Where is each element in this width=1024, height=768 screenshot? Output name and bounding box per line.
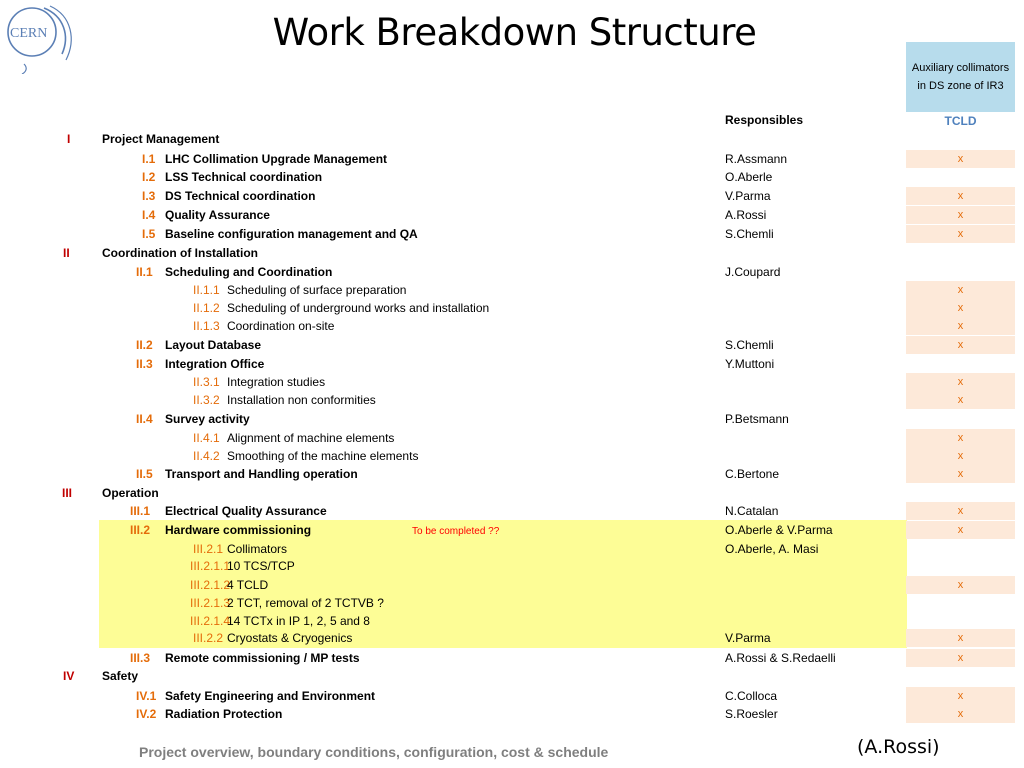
table-row — [0, 557, 1024, 575]
row-mark: x — [906, 187, 1015, 205]
table-row — [0, 447, 1024, 465]
row-mark: x — [906, 225, 1015, 243]
row-responsible: S.Roesler — [725, 707, 778, 721]
row-responsible: V.Parma — [725, 631, 771, 645]
table-row — [0, 317, 1024, 335]
aux-column-header: Auxiliary collimators in DS zone of IR3 — [906, 42, 1015, 112]
row-responsible: A.Rossi & S.Redaelli — [725, 651, 836, 665]
row-responsible: O.Aberle, A. Masi — [725, 542, 819, 556]
table-row — [0, 667, 1024, 685]
row-responsible: P.Betsmann — [725, 412, 789, 426]
row-mark: x — [906, 281, 1015, 299]
row-description: Coordination on-site — [227, 319, 335, 333]
table-row — [0, 540, 1024, 558]
row-description: Smoothing of the machine elements — [227, 449, 419, 463]
row-code: I.2 — [142, 170, 156, 184]
footer-text: Project overview, boundary conditions, configuration, cost & schedule — [139, 744, 609, 760]
table-row — [0, 373, 1024, 391]
table-row — [0, 244, 1024, 262]
row-description: DS Technical coordination — [165, 189, 316, 203]
row-description: Cryostats & Cryogenics — [227, 631, 353, 645]
row-description: Scheduling and Coordination — [165, 265, 333, 279]
row-description: Survey activity — [165, 412, 250, 426]
row-code: II.1.1 — [193, 283, 220, 297]
row-description: Layout Database — [165, 338, 262, 352]
row-description: LSS Technical coordination — [165, 170, 323, 184]
row-mark: x — [906, 150, 1015, 168]
row-description: Scheduling of surface preparation — [227, 283, 407, 297]
row-description: Remote commissioning / MP tests — [165, 651, 360, 665]
table-row — [0, 502, 1024, 520]
row-responsible: C.Colloca — [725, 689, 778, 703]
row-description: Scheduling of underground works and installation — [227, 301, 490, 315]
row-description: Integration Office — [165, 357, 265, 371]
row-description: LHC Collimation Upgrade Management — [165, 152, 388, 166]
row-code: III.2.2 — [193, 631, 224, 645]
row-responsible: Y.Muttoni — [725, 357, 775, 371]
row-code: III.1 — [130, 504, 151, 518]
table-row — [0, 649, 1024, 667]
row-code: II.3 — [136, 357, 153, 371]
row-mark: x — [906, 649, 1015, 667]
table-row — [0, 465, 1024, 483]
responsibles-header: Responsibles — [725, 113, 804, 127]
row-code: I.1 — [142, 152, 156, 166]
tcld-column-header: TCLD — [944, 114, 977, 128]
row-mark: x — [906, 629, 1015, 647]
table-row — [0, 206, 1024, 224]
row-mark: x — [906, 447, 1015, 465]
row-responsible: O.Aberle — [725, 170, 773, 184]
row-description: Safety Engineering and Environment — [165, 689, 376, 703]
table-row — [0, 629, 1024, 647]
row-responsible: J.Coupard — [725, 265, 781, 279]
row-mark: x — [906, 521, 1015, 539]
logo-text: CERN — [10, 26, 48, 41]
table-row — [0, 225, 1024, 243]
row-description: 2 TCT, removal of 2 TCTVB ? — [227, 596, 384, 610]
table-row — [0, 187, 1024, 205]
row-description: Safety — [102, 669, 139, 683]
row-description: Project Management — [102, 132, 220, 146]
row-code: III.2.1.3 — [190, 596, 231, 610]
row-code: II.4 — [136, 412, 153, 426]
row-responsible: R.Assmann — [725, 152, 788, 166]
row-level: III — [62, 486, 73, 500]
row-mark: x — [906, 373, 1015, 391]
table-row — [0, 429, 1024, 447]
table-row — [0, 687, 1024, 705]
table-row — [0, 336, 1024, 354]
table-row — [0, 168, 1024, 186]
row-description: Hardware commissioning — [165, 523, 312, 537]
row-description: Installation non conformities — [227, 393, 376, 407]
row-description: Integration studies — [227, 375, 326, 389]
row-responsible: C.Bertone — [725, 467, 780, 481]
row-mark: x — [906, 429, 1015, 447]
row-description: Operation — [102, 486, 159, 500]
row-code: III.2.1 — [193, 542, 224, 556]
row-responsible: V.Parma — [725, 189, 771, 203]
row-description: Transport and Handling operation — [165, 467, 358, 481]
row-responsible: N.Catalan — [725, 504, 779, 518]
row-description: 14 TCTx in IP 1, 2, 5 and 8 — [227, 614, 370, 628]
row-code: I.5 — [142, 227, 156, 241]
row-code: II.5 — [136, 467, 153, 481]
row-code: II.1.2 — [193, 301, 220, 315]
row-code: IV.2 — [136, 707, 157, 721]
table-row — [0, 705, 1024, 723]
row-level: I — [67, 132, 71, 146]
row-mark: x — [906, 391, 1015, 409]
table-row — [0, 410, 1024, 428]
row-responsible: S.Chemli — [725, 227, 774, 241]
row-mark: x — [906, 687, 1015, 705]
row-code: II.2 — [136, 338, 153, 352]
row-mark: x — [906, 705, 1015, 723]
row-mark: x — [906, 299, 1015, 317]
row-responsible: S.Chemli — [725, 338, 774, 352]
completion-note: To be completed ?? — [412, 526, 500, 537]
row-description: Collimators — [227, 542, 288, 556]
row-code: I.4 — [142, 208, 156, 222]
row-code: I.3 — [142, 189, 156, 203]
row-level: II — [63, 246, 70, 260]
row-level: IV — [63, 669, 75, 683]
author-credit: (A.Rossi) — [857, 736, 940, 758]
table-row — [0, 299, 1024, 317]
table-row — [0, 130, 1024, 148]
table-row — [0, 391, 1024, 409]
row-mark: x — [906, 576, 1015, 594]
row-code: II.4.1 — [193, 431, 220, 445]
row-responsible: A.Rossi — [725, 208, 767, 222]
row-code: II.3.1 — [193, 375, 220, 389]
row-code: II.4.2 — [193, 449, 220, 463]
row-description: Coordination of Installation — [102, 246, 258, 260]
row-description: Alignment of machine elements — [227, 431, 395, 445]
row-code: IV.1 — [136, 689, 157, 703]
table-row — [0, 484, 1024, 502]
row-description: Baseline configuration management and QA — [165, 227, 418, 241]
table-row — [0, 263, 1024, 281]
row-mark: x — [906, 336, 1015, 354]
row-code: II.1 — [136, 265, 153, 279]
row-responsible: O.Aberle & V.Parma — [725, 523, 833, 537]
table-row — [0, 576, 1024, 594]
row-description: 10 TCS/TCP — [227, 559, 295, 573]
row-code: III.2 — [130, 523, 151, 537]
row-mark: x — [906, 465, 1015, 483]
table-row — [0, 281, 1024, 299]
row-description: 4 TCLD — [227, 578, 269, 592]
table-row — [0, 355, 1024, 373]
row-mark: x — [906, 206, 1015, 224]
row-code: III.3 — [130, 651, 151, 665]
table-row — [0, 612, 1024, 630]
row-mark: x — [906, 317, 1015, 335]
table-row — [0, 594, 1024, 612]
row-description: Quality Assurance — [165, 208, 270, 222]
table-row — [0, 150, 1024, 168]
row-mark: x — [906, 502, 1015, 520]
row-code: III.2.1.1 — [190, 559, 231, 573]
table-row — [0, 521, 1024, 539]
row-code: III.2.1.4 — [190, 614, 231, 628]
row-description: Electrical Quality Assurance — [165, 504, 327, 518]
row-code: II.3.2 — [193, 393, 220, 407]
row-code: II.1.3 — [193, 319, 220, 333]
page-title: Work Breakdown Structure — [272, 11, 757, 54]
row-code: III.2.1.2 — [190, 578, 231, 592]
row-description: Radiation Protection — [165, 707, 283, 721]
